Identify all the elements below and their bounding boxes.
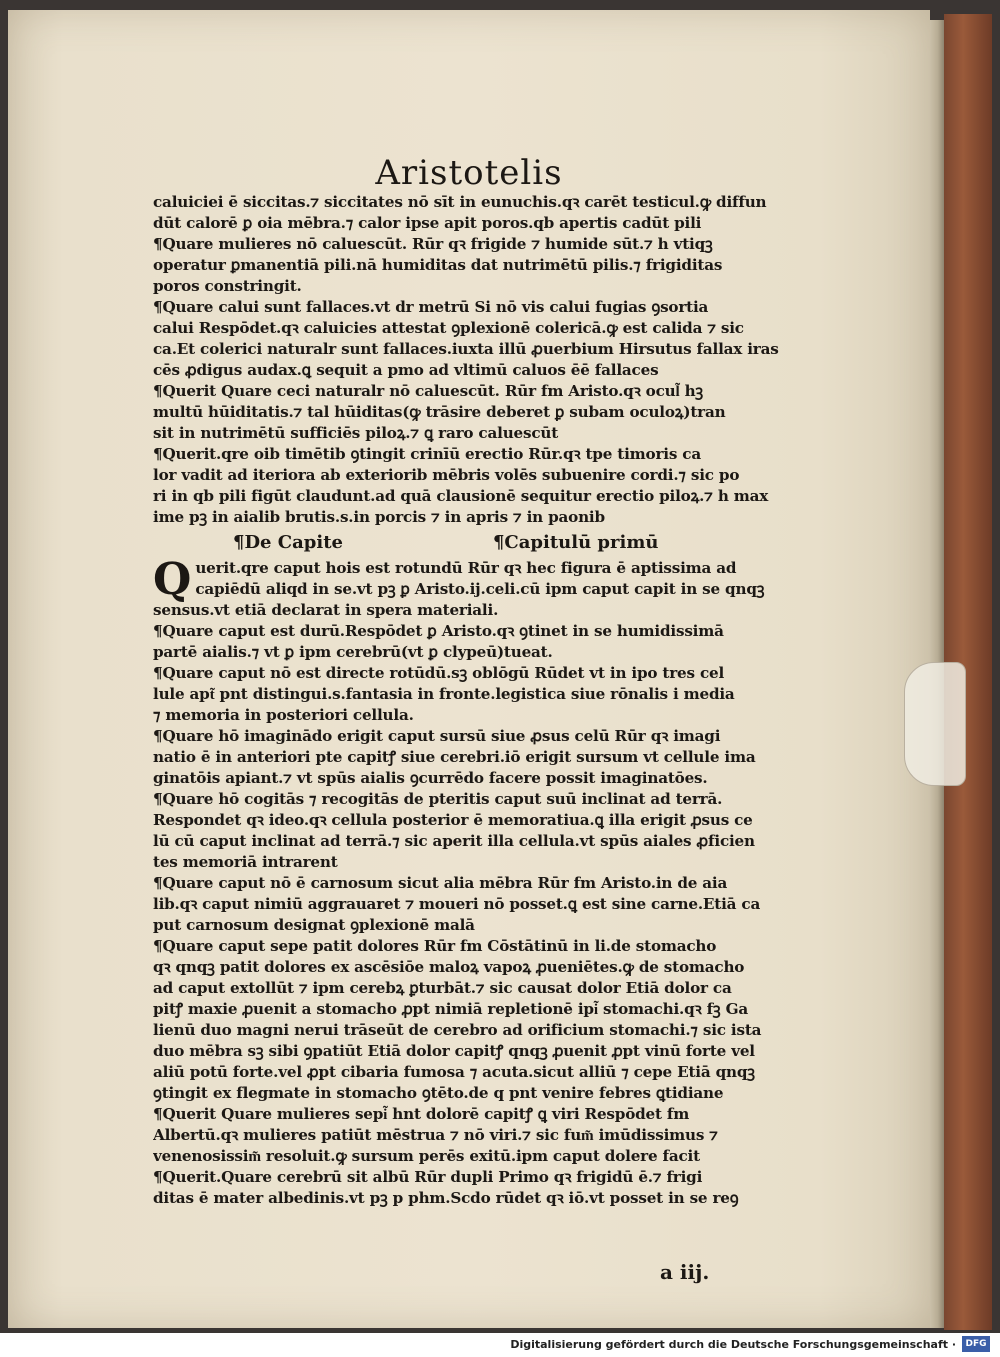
text-line: ¶Querit Quare mulieres sepi͂ hnt dolorē capitꝭ ꝗ viri Respōdet fm xyxy=(153,1105,690,1123)
digitization-credit: Digitalisierung gefördert durch die Deutsche Forschungsgemeinschaft · xyxy=(510,1338,956,1351)
text-line: venenosissim͂ resoluit.ꝙ sursum perēs exitū.ipm caput dolere facit xyxy=(153,1147,700,1165)
text-line: uerit.qre caput hois est rotundū Rūr qꝛ hec figura ē aptissima ad xyxy=(195,559,737,577)
text-line: put carnosum designat ꝯplexionē malā xyxy=(153,916,475,934)
text-line: lib.qꝛ caput nimiū aggrauaret ⁊ moueri nō posset.ꝗ est sine carne.Etiā ca xyxy=(153,895,761,913)
text-line: multū hūiditatis.⁊ tal hūiditas(ꝙ trāsire deberet ꝑ subam oculoꝝ)tran xyxy=(153,403,726,421)
text-line: ditas ē mater albedinis.vt pꝫ p phm.Scdo rūdet qꝛ iō.vt posset in se reꝯ xyxy=(153,1189,739,1207)
text-line: ꝯtingit ex flegmate in stomacho ꝯtēto.de q pnt venire febres ꝗtidiane xyxy=(153,1084,724,1102)
text-line: ginatōis apiant.⁊ vt spūs aialis ꝯcurrēdo facere possit imaginatōes. xyxy=(153,769,708,787)
text-line: ¶Querit.Quare cerebrū sit albū Rūr dupli Primo qꝛ frigidū ē.⁊ frigi xyxy=(153,1168,703,1186)
initial-letter: Q xyxy=(153,554,192,605)
text-line: aliū potū forte.vel ꝓpt cibaria fumosa ⁊ acuta.sicut alliū ⁊ cepe Etiā qnqꝫ xyxy=(153,1063,755,1081)
text-line: lū cū caput inclinat ad terrā.⁊ sic aperit illa cellula.vt spūs aiales ꝓficien xyxy=(153,832,755,850)
paragraphs-bottom xyxy=(153,554,798,1209)
text-line: ¶Quare caput nō ē carnosum sicut alia mēbra Rūr fm Aristo.in de aia xyxy=(153,874,728,892)
text-line: ca.Et colerici naturalr sunt fallaces.iuxta illū ꝓuerbium Hirsutus fallax iras xyxy=(153,340,779,358)
section-heading-left: ¶De Capite xyxy=(233,532,343,553)
text-line: ¶Querit.qre oib timētib ꝯtingit crinīū erectio Rūr.qꝛ tpe timoris ca xyxy=(153,445,701,463)
text-line: tes memoriā intrarent xyxy=(153,853,338,871)
text-line: ¶Querit Quare ceci naturalr nō caluescūt. Rūr fm Aristo.qꝛ ocul͂ hꝫ xyxy=(153,382,703,400)
text-line: Albertū.qꝛ mulieres patiūt mēstrua ⁊ nō viri.⁊ sic fum͂ imūdissimus ⁊ xyxy=(153,1126,718,1144)
page-tab-marker xyxy=(904,662,966,786)
text-line: ¶Quare hō cogitās ⁊ recogitās de pteritis caput suū inclinat ad terrā. xyxy=(153,790,723,808)
text-line: Respondet qꝛ ideo.qꝛ cellula posterior ē memoratiua.ꝗ illa erigit ꝓsus ce xyxy=(153,811,753,829)
text-line: ¶Quare calui sunt fallaces.vt dr metrū Si nō vis calui fugias ꝯsortia xyxy=(153,298,709,316)
text-line: ¶Quare hō imaginādo erigit caput sursū siue ꝓsus celū Rūr qꝛ imagi xyxy=(153,727,721,745)
text-line: ¶Quare mulieres nō caluescūt. Rūr qꝛ frigide ⁊ humide sūt.⁊ h vtiqꝫ xyxy=(153,235,713,253)
text-line: sensus.vt etiā declarat in spera materiali. xyxy=(153,601,499,619)
text-block xyxy=(153,192,798,1209)
text-line: ime pꝫ in aialib brutis.s.in porcis ⁊ in apris ⁊ in paonib xyxy=(153,508,605,526)
running-head: Aristotelis xyxy=(375,153,563,193)
text-line: lor vadit ad iteriora ab exteriorib mēbris volēs subuenire cordi.⁊ sic po xyxy=(153,466,740,484)
text-line: ¶Quare caput est durū.Respōdet ꝑ Aristo.qꝛ ꝯtinet in se humidissimā xyxy=(153,622,724,640)
text-line: natio ē in anteriori pte capitꝭ siue cerebri.iō erigit sursum vt cellule ima xyxy=(153,748,756,766)
text-line: dūt calorē ꝑ oia mēbra.⁊ calor ipse apit poros.qb apertis cadūt pili xyxy=(153,214,702,232)
text-line: lienū duo magni nerui trāseūt de cerebro ad orificium stomachi.⁊ sic ista xyxy=(153,1021,762,1039)
section-heading xyxy=(153,528,798,558)
text-line: ¶Quare caput sepe patit dolores Rūr fm Cōstātinū in li.de stomacho xyxy=(153,937,717,955)
text-line: capiēdū aliqd in se.vt pꝫ ꝑ Aristo.ij.celi.cū ipm caput capit in se qnqꝫ xyxy=(195,580,765,598)
signature-mark: a iij. xyxy=(660,1260,710,1284)
text-line: cēs ꝓdigus audax.ꝗ sequit a pmo ad vltimū caluos ēē fallaces xyxy=(153,361,659,379)
dfg-logo: DFG xyxy=(962,1336,990,1352)
text-line: ad caput extollūt ⁊ ipm cerebꝝ ꝑturbāt.⁊ sic causat dolor Etiā dolor ca xyxy=(153,979,732,997)
text-line: operatur ꝑmanentiā pili.nā humiditas dat nutrimētū pilis.⁊ frigiditas xyxy=(153,256,723,274)
text-line: poros constringit. xyxy=(153,277,302,295)
text-line: lule apt͂ pnt distingui.s.fantasia in fronte.legistica siue rōnalis i media xyxy=(153,685,735,703)
section-heading-right: ¶Capitulū primū xyxy=(492,532,659,553)
text-line: partē aialis.⁊ vt ꝑ ipm cerebrū(vt ꝑ clypeū)tueat. xyxy=(153,643,553,661)
text-line: ri in qb pili figūt claudunt.ad quā clausionē sequitur erectio piloꝝ.⁊ h max xyxy=(153,487,769,505)
text-line: duo mēbra sꝫ sibi ꝯpatiūt Etiā dolor capitꝭ qnqꝫ ꝓuenit ꝓpt vinū forte vel xyxy=(153,1042,755,1060)
text-line: caluiciei ē siccitas.⁊ siccitates nō sīt in eunuchis.qꝛ carēt testicul.ꝙ diffun xyxy=(153,193,767,211)
text-line: sit in nutrimētū sufficiēs piloꝝ.⁊ ꝗ raro caluescūt xyxy=(153,424,559,442)
paragraphs-top xyxy=(153,192,798,528)
text-line: pitꝭ maxie ꝓuenit a stomacho ꝓpt nimiā repletionē ipi͂ stomachi.qꝛ fꝫ Ga xyxy=(153,1000,748,1018)
text-line: ⁊ memoria in posteriori cellula. xyxy=(153,706,414,724)
text-line: ¶Quare caput nō est directe rotūdū.sꝫ oblōgū Rūdet vt in ipo tres cel xyxy=(153,664,725,682)
text-line: qꝛ qnqꝫ patit dolores ex ascēsiōe maloꝝ vapoꝝ ꝓueniētes.ꝙ de stomacho xyxy=(153,958,745,976)
text-line: calui Respōdet.qꝛ caluicies attestat ꝯplexionē colericā.ꝙ est calida ⁊ sic xyxy=(153,319,744,337)
book-page xyxy=(8,10,930,1328)
